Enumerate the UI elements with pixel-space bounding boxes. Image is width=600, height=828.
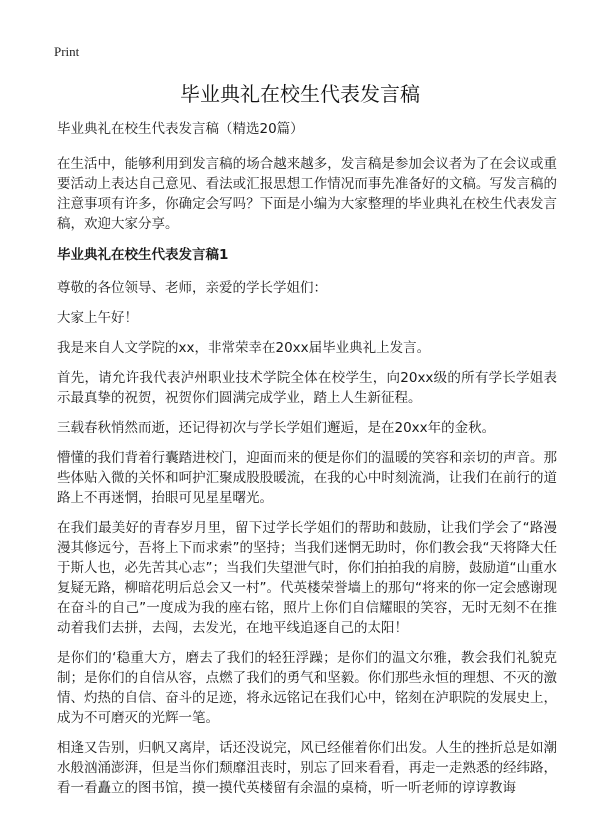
- body-paragraph: 是你们的‘稳重大方，磨去了我们的轻狂浮躁；是你们的温文尔雅，教会我们礼貌克制；是你们的自信从容，点燃了我们的勇气和坚毅。你们那些永恒的理想、不灭的激情、灼热的自信、奋斗的足迹，将永远铭记在我们心中，铭刻在泸职院的发展史上，成为不可磨灭的光辉一笔。: [57, 650, 557, 726]
- body-paragraph: 懵懂的我们背着行囊踏进校门，迎面而来的便是你们的温暖的笑容和亲切的声音。那些体贴入微的关怀和呵护汇聚成股股暖流，在我的心中时刻流淌，让我们在前行的道路上不再迷惘，抬眼可见星星曙光。: [57, 450, 557, 506]
- page-title: 毕业典礼在校生代表发言稿: [180, 82, 420, 106]
- intro-paragraph: 在生活中，能够利用到发言稿的场合越来越多，发言稿是参加会议者为了在会议或重要活动上表达自己意见、看法或汇报思想工作情况而事先准备好的文稿。写发言稿的注意事项有许多，你确定会写吗？下面是小编为大家整理的毕业典礼在校生代表发言稿，欢迎大家分享。: [57, 156, 557, 232]
- body-paragraph: 首先，请允许我代表泸州职业技术学院全体在校学生，向20xx级的所有学长学姐表示最真挚的祝贺，祝贺你们圆满完成学业，踏上人生新征程。: [57, 370, 557, 406]
- body-paragraph: 我是来自人文学院的xx，非常荣幸在20xx届毕业典礼上发言。: [57, 340, 431, 356]
- body-paragraph: 相逢又告别，归帆又离岸，话还没说完，风已经催着你们出发。人生的挫折总是如潮水般汹涌澎湃，但是当你们颓靡沮丧时，别忘了回来看看，再走一走熟悉的经纬路，看一看矗立的图书馆，摸一摸代英楼留有余温的桌椅，听一听老师的谆谆教诲: [57, 740, 557, 796]
- print-link[interactable]: Print: [54, 44, 80, 59]
- body-paragraph: 三载春秋悄然而逝，还记得初次与学长学姐们邂逅，是在20xx年的金秋。: [57, 420, 496, 436]
- document-subtitle: 毕业典礼在校生代表发言稿（精选20篇）: [57, 121, 304, 137]
- section-heading: 毕业典礼在校生代表发言稿1: [57, 247, 229, 263]
- salutation: 尊敬的各位领导、老师，亲爱的学长学姐们：: [57, 280, 327, 296]
- document-body: [57, 118, 557, 808]
- body-paragraph: 在我们最美好的青春岁月里，留下过学长学姐们的帮助和鼓励，让我们学会了“路漫漫其修远兮，吾将上下而求索”的坚持；当我们迷惘无助时，你们教会我“天将降大任于斯人也，必先苦其心志”；当我们失望泄气时，你们拍拍我的肩膀，鼓励道“山重水复疑无路，柳暗花明后总会又一村”。代英楼荣誉墙上的那句“将来的你一定会感谢现在奋斗的自己”一度成为我的座右铭，照片上你们自信耀眼的笑容，无时无刻不在推动着我们去拼，去闯，去发光，在地平线追逐自己的太阳！: [57, 520, 557, 636]
- greeting: 大家上午好！: [57, 310, 138, 326]
